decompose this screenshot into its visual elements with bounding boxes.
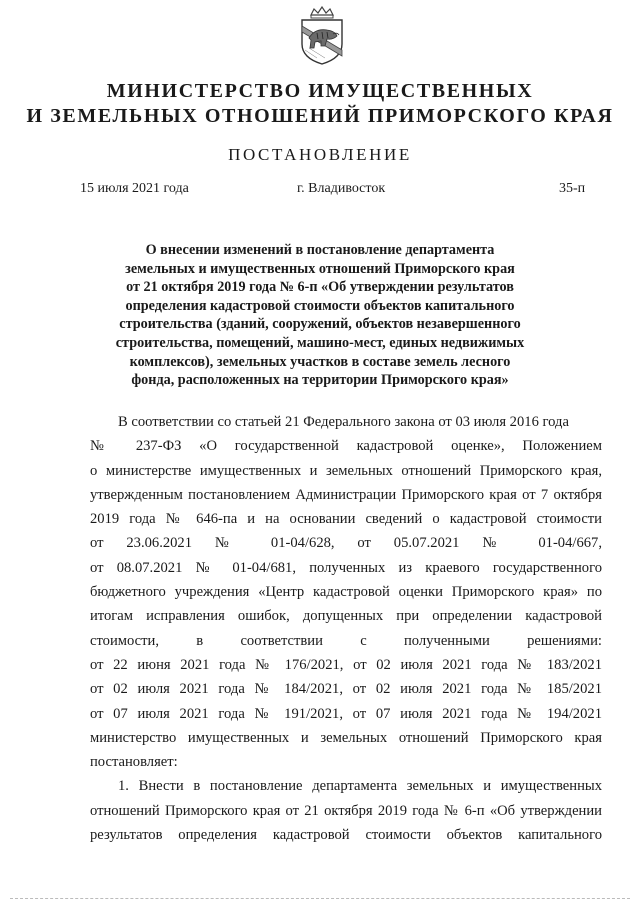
body-line: от 23.06.2021 № 01-04/628, от 05.07.2021 № 01-04/667,: [90, 535, 602, 552]
document-subject: [0, 241, 640, 390]
body-line: № 237-ФЗ «О государственной кадастровой оценке», Положением: [90, 438, 602, 455]
document-body: [90, 410, 602, 847]
body-line: 2019 года № 646-па и на основании сведений о кадастровой стоимости: [90, 511, 602, 528]
body-line: итогам исправления ошибок, допущенных при определении кадастровой: [90, 608, 602, 625]
body-line: постановляет:: [90, 754, 178, 771]
document-date: 15 июля 2021 года: [80, 181, 189, 196]
subject-line: строительства, помещений, машино-мест, единых недвижимых: [115, 334, 525, 351]
body-line: В соответствии со статьей 21 Федерального закона от 03 июля 2016 года: [118, 414, 569, 430]
body-line: о министерстве имущественных и земельных отношений Приморского края,: [90, 462, 602, 479]
subject-line: строительства (зданий, сооружений, объектов незавершенного: [119, 316, 521, 333]
body-line: от 02 июля 2021 года № 184/2021, от 02 июля 2021 года № 185/2021: [90, 681, 602, 698]
body-line: 1. Внести в постановление департамента земельных и имущественных: [118, 778, 602, 795]
body-line: министерство имущественных и земельных отношений Приморского края: [90, 729, 602, 746]
body-line: результатов определения кадастровой стоимости объектов капитального: [90, 827, 602, 844]
document-type-title: ПОСТАНОВЛЕНИЕ: [228, 145, 412, 164]
document-number: 35-п: [559, 181, 586, 196]
body-line: стоимости, в соответствии с полученными решениями:: [90, 632, 602, 649]
page-bottom-edge: [10, 898, 630, 899]
subject-line: от 21 октября 2019 года № 6-п «Об утверждении результатов: [126, 279, 514, 296]
subject-line: комплексов), земельных участков в составе земель лесного: [129, 353, 511, 370]
ministry-name-line2: И ЗЕМЕЛЬНЫХ ОТНОШЕНИЙ ПРИМОРСКОГО КРАЯ: [26, 105, 614, 127]
coat-of-arms-icon: [297, 6, 347, 66]
body-line: от 07 июля 2021 года № 191/2021, от 07 июля 2021 года № 194/2021: [90, 705, 602, 722]
document-place: г. Владивосток: [297, 181, 386, 196]
subject-line: земельных и имущественных отношений Приморского края: [125, 260, 515, 277]
body-line: бюджетного учреждения «Центр кадастровой оценки Приморского края» по: [90, 584, 602, 601]
body-line: от 22 июня 2021 года № 176/2021, от 02 июля 2021 года № 183/2021: [90, 656, 602, 673]
subject-line: определения кадастровой стоимости объектов капитального: [125, 297, 515, 314]
body-line: отношений Приморского края от 21 октября 2019 года № 6-п «Об утверждении: [90, 802, 602, 819]
ministry-name-line1: МИНИСТЕРСТВО ИМУЩЕСТВЕННЫХ: [106, 80, 534, 102]
body-line: утвержденным постановлением Администрации Приморского края от 7 октября: [90, 486, 602, 503]
subject-line: фонда, расположенных на территории Приморского края»: [131, 372, 509, 389]
body-line: от 08.07.2021 № 01-04/681, полученных из краевого государственного: [90, 559, 602, 576]
subject-line: О внесении изменений в постановление департамента: [145, 242, 495, 258]
